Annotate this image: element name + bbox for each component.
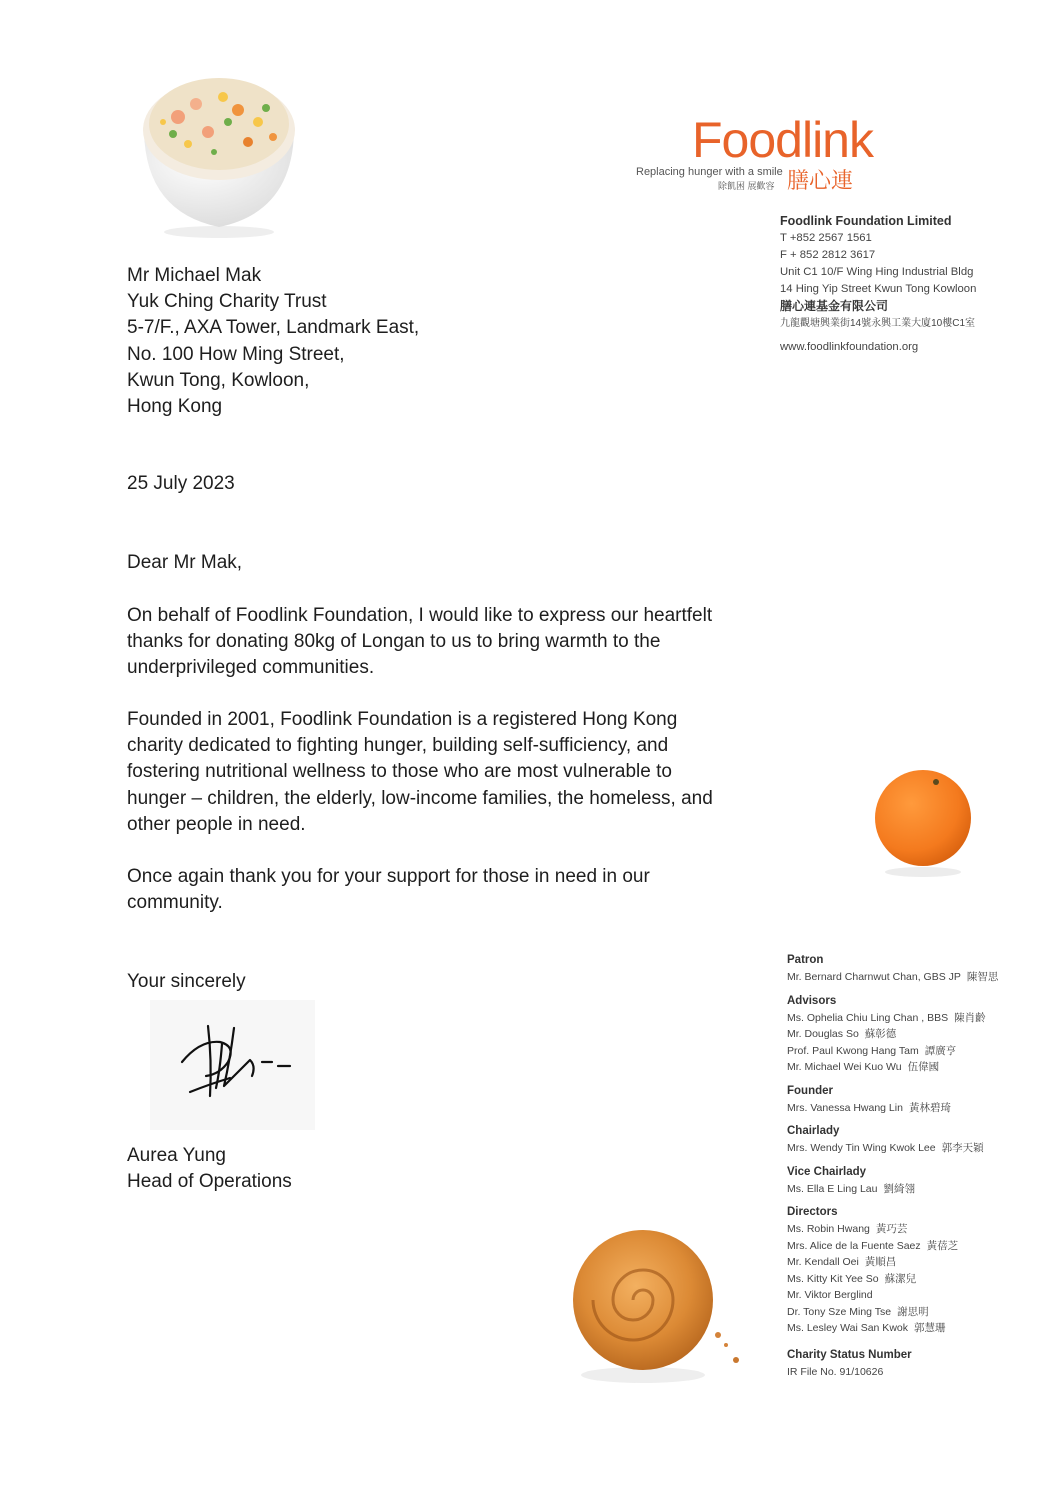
foodlink-logo xyxy=(630,110,890,200)
org-address-zh: 九龍觀塘興業街14號永興工業大廈10樓C1室 xyxy=(780,318,976,329)
board-group xyxy=(787,1204,1037,1337)
board-group xyxy=(787,993,1037,1076)
org-website: www.foodlinkfoundation.org xyxy=(780,341,919,353)
member-name: Ms. Kitty Kit Yee So xyxy=(787,1272,879,1285)
board-member xyxy=(787,1140,1037,1157)
org-address-line1: Unit C1 10/F Wing Hing Industrial Bldg xyxy=(780,266,974,278)
member-name-zh: 陳智思 xyxy=(966,971,999,983)
body-line: hunger – children, the elderly, low-income families, the homeless, and xyxy=(127,787,713,809)
body-line: community. xyxy=(127,892,223,914)
signer-block xyxy=(127,1143,767,1195)
orange-image xyxy=(868,760,978,880)
board-group-title: Patron xyxy=(787,954,824,966)
member-name-zh: 黃順昌 xyxy=(864,1256,897,1268)
member-name-zh: 蘇彰德 xyxy=(864,1028,897,1040)
org-name: Foodlink Foundation Limited xyxy=(780,214,952,228)
body-paragraph-2 xyxy=(127,707,767,838)
logo-tagline: Replacing hunger with a smile xyxy=(636,166,783,178)
board-member xyxy=(787,1026,1037,1043)
board-group xyxy=(787,952,1037,986)
member-name: Mr. Viktor Berglind xyxy=(787,1289,873,1301)
org-name-zh: 膳心連基金有限公司 xyxy=(780,299,889,313)
logo-name-zh: 膳心連 xyxy=(787,168,854,193)
member-name: Mrs. Wendy Tin Wing Kwok Lee xyxy=(787,1142,936,1154)
org-fax: F + 852 2812 3617 xyxy=(780,249,876,261)
member-name: IR File No. 91/10626 xyxy=(787,1365,884,1378)
board-group-title: Founder xyxy=(787,1084,833,1097)
member-name-zh: 郭李天穎 xyxy=(941,1142,984,1154)
charity-file-number xyxy=(787,1364,1037,1381)
member-name-zh: 譚廣亨 xyxy=(924,1044,957,1057)
recipient-line: 5-7/F., AXA Tower, Landmark East, xyxy=(127,317,420,339)
recipient-line: Kwun Tong, Kowloon, xyxy=(127,369,310,391)
member-name: Ms. Lesley Wai San Kwok xyxy=(787,1322,908,1334)
board-group xyxy=(787,1083,1037,1117)
board-member xyxy=(787,1221,1037,1238)
board-group-title: Advisors xyxy=(787,994,837,1007)
member-name: Mrs. Alice de la Fuente Saez xyxy=(787,1239,921,1252)
pastry-image xyxy=(568,1215,748,1390)
board-member xyxy=(787,1320,1037,1337)
board-group xyxy=(787,1164,1037,1198)
salutation: Dear Mr Mak, xyxy=(127,552,243,573)
member-name: Ms. Robin Hwang xyxy=(787,1223,870,1235)
closing: Your sincerely xyxy=(127,971,246,992)
member-name: Mr. Michael Wei Kuo Wu xyxy=(787,1061,902,1073)
member-name-zh: 陳肖齡 xyxy=(954,1011,986,1024)
recipient-address xyxy=(127,263,767,420)
board-member xyxy=(787,1059,1037,1076)
board-member xyxy=(787,1271,1037,1288)
member-name: Mrs. Vanessa Hwang Lin xyxy=(787,1101,903,1114)
member-name-zh: 蘇潔兒 xyxy=(884,1272,917,1285)
logo-wordmark: Foodlink xyxy=(692,112,873,168)
member-name-zh: 劉綺翎 xyxy=(883,1182,915,1195)
member-name: Mr. Bernard Charnwut Chan, GBS JP xyxy=(787,971,961,983)
logo-tagline-zh: 除飢困 展歡容 xyxy=(718,181,775,191)
board-group xyxy=(787,1347,1037,1381)
signer-title: Head of Operations xyxy=(127,1171,292,1193)
board-member xyxy=(787,1238,1037,1255)
body-line: underprivileged communities. xyxy=(127,657,375,679)
body-line: other people in need. xyxy=(127,813,306,835)
member-name: Ms. Ophelia Chiu Ling Chan , BBS xyxy=(787,1011,949,1024)
recipient-line: Mr Michael Mak xyxy=(127,265,262,286)
member-name: Prof. Paul Kwong Hang Tam xyxy=(787,1044,919,1057)
member-name: Mr. Kendall Oei xyxy=(787,1256,859,1268)
board-group-title: Vice Chairlady xyxy=(787,1165,867,1178)
recipient-line: Yuk Ching Charity Trust xyxy=(127,291,327,313)
board-member xyxy=(787,1181,1037,1198)
member-name: Ms. Ella E Ling Lau xyxy=(787,1182,878,1195)
body-line: Once again thank you for your support for those in need in our xyxy=(127,866,650,887)
board-member xyxy=(787,1254,1037,1271)
board-group-title: Directors xyxy=(787,1206,838,1218)
board-group xyxy=(787,1123,1037,1157)
body-paragraph-1 xyxy=(127,603,767,682)
member-name: Dr. Tony Sze Ming Tse xyxy=(787,1305,892,1318)
org-address-line2: 14 Hing Yip Street Kwun Tong Kowloon xyxy=(780,283,977,295)
signer-name: Aurea Yung xyxy=(127,1145,226,1166)
org-contact-block xyxy=(780,213,1040,356)
body-line: fostering nutritional wellness to those who are most vulnerable to xyxy=(127,761,672,783)
member-name-zh: 郭慧珊 xyxy=(914,1322,946,1334)
recipient-line: Hong Kong xyxy=(127,396,223,418)
board-group-title: Chairlady xyxy=(787,1125,840,1137)
board-member xyxy=(787,1304,1037,1321)
board-member xyxy=(787,1043,1037,1060)
member-name-zh: 黃林碧琦 xyxy=(908,1101,951,1114)
org-telephone: T +852 2567 1561 xyxy=(780,232,872,244)
charity-status-title: Charity Status Number xyxy=(787,1348,912,1361)
board-member xyxy=(787,1287,1037,1304)
recipient-line: No. 100 How Ming Street, xyxy=(127,343,345,365)
body-line: Founded in 2001, Foodlink Foundation is a registered Hong Kong xyxy=(127,709,678,730)
board-member xyxy=(787,969,1037,986)
rice-bowl-image xyxy=(138,62,300,240)
member-name: Mr. Douglas So xyxy=(787,1028,859,1040)
board-member xyxy=(787,1100,1037,1117)
body-line: charity dedicated to fighting hunger, building self-sufficiency, and xyxy=(127,735,669,757)
member-name-zh: 黃巧芸 xyxy=(875,1223,908,1235)
body-line: On behalf of Foodlink Foundation, I would like to express our heartfelt xyxy=(127,605,713,626)
board-of-directors xyxy=(787,952,1037,1387)
handwritten-signature xyxy=(150,1000,315,1130)
body-line: thanks for donating 80kg of Longan to us to bring warmth to the xyxy=(127,631,661,653)
board-member xyxy=(787,1010,1037,1027)
member-name-zh: 謝思明 xyxy=(897,1305,929,1318)
letter-date: 25 July 2023 xyxy=(127,473,235,494)
member-name-zh: 伍偉國 xyxy=(907,1061,940,1073)
member-name-zh: 黃蓓芝 xyxy=(926,1239,959,1252)
body-paragraph-3 xyxy=(127,864,767,916)
